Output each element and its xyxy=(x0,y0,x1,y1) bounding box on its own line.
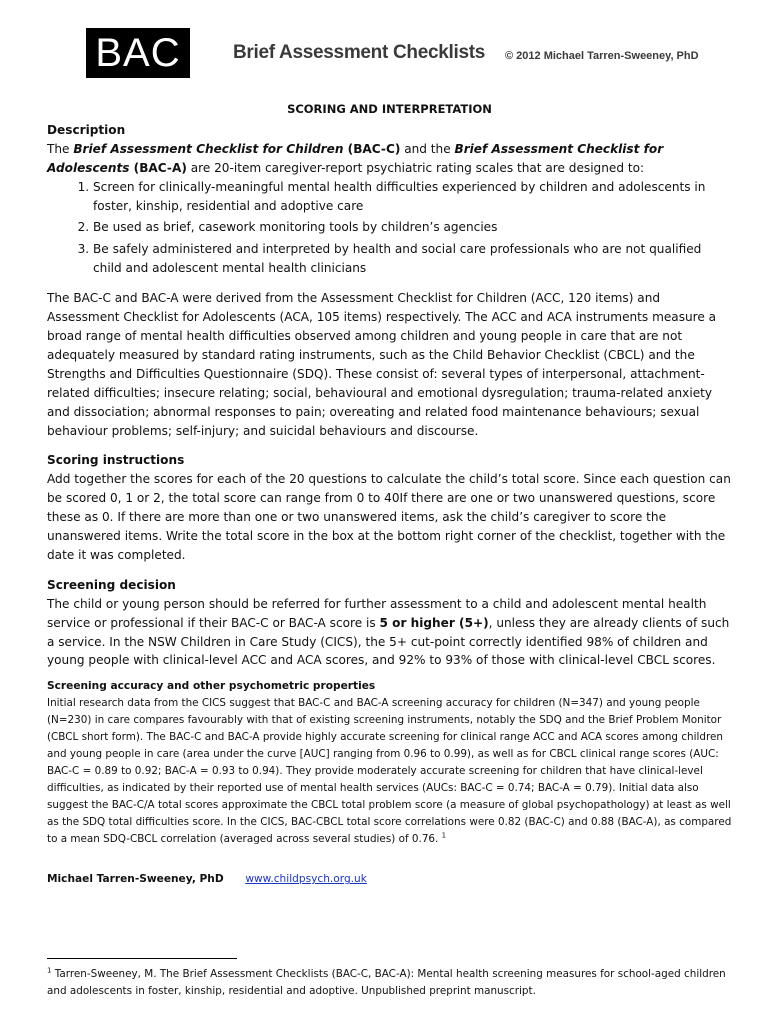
scoring-text: Add together the scores for each of the 20 questions to calculate the child’s total score. Since each question can be scored 0, 1 or 2, the total score can range from 0 to 40If there are one or two unanswered questions, score these as 0. If there are more than one or two unanswered items, ask the child’s caregiver to score the unanswered items. Write the total score in the box at the bottom right corner of the checklist, together with the date it was completed. xyxy=(47,472,731,562)
list-item: 3. Be safely administered and interpreted by health and social care professionals who are not qualified child and adolescent mental health clinicians xyxy=(93,240,732,278)
list-item: 1. Screen for clinically-meaningful mental health difficulties experienced by children and adolescents in foster, kinship, residential and adoptive care xyxy=(93,178,732,216)
accuracy-text: Initial research data from the CICS suggest that BAC-C and BAC-A screening accuracy for children (N=347) and young people (N=230) in care compares favourably with that of existing screening instruments, notably the SDQ and the Brief Problem Monitor (CBCL short form). The BAC-C and BAC-A provide highly accurate screening for clinical range ACC and ACA scores among children and young people in care (area under the curve [AUC] ranging from 0.96 to 0.99), as well as for CBCL clinical range scores (AUC: BAC-C = 0.89 to 0.92; BAC-A = 0.93 to 0.94). They provide moderately accurate screening for children that have clinical-level difficulties, as indicated by their reported use of mental health services (AUCs: BAC-C = 0.74; BAC-A = 0.79). Initial data also suggest the BAC-C/A total scores approximate the CBCL total problem score (a measure of global psychopathology) at least as well as the SDQ total difficulties score. In the CICS, BAC-CBCL total score correlations were 0.82 (BAC-C) and 0.88 (BAC-A), as compared to a mean SDQ-CBCL correlation (averaged across several studies) of 0.76. $^1$ xyxy=(47,697,732,846)
accuracy-heading: Screening accuracy and other psychometric properties xyxy=(47,680,376,693)
document-body xyxy=(47,100,732,889)
description-paragraph: The BAC-C and BAC-A were derived from the Assessment Checklist for Children (ACC, 120 items) and Assessment Checklist for Adolescents (ACA, 105 items) respectively. The ACC and ACA instruments measure a broad range of mental health difficulties observed among children and young people in care that are not adequately measured by standard rating instruments, such as the Child Behavior Checklist (CBCL) and the Strengths and Difficulties Questionnaire (SDQ). These consist of: several types of interpersonal, attachment-related difficulties; insecure relating; social, behavioural and emotional dysregulation; trauma-related anxiety and dissociation; abnormal responses to pain; overeating and related food maintenance behaviours; sexual behaviour problems; self-injury; and suicidal behaviours and discourse. xyxy=(47,291,717,438)
screening-section xyxy=(47,576,732,671)
purpose-list xyxy=(47,178,732,279)
footnote xyxy=(47,966,732,1000)
accuracy-section xyxy=(47,678,732,848)
footnote-ref: 1 xyxy=(441,831,447,840)
scoring-section xyxy=(47,451,732,564)
website-link[interactable]: www.childpsych.org.uk xyxy=(245,873,367,886)
document-title: Brief Assessment Checklists xyxy=(233,42,486,63)
description-section xyxy=(47,121,732,441)
description-intro: The Brief Assessment Checklist for Children (BAC-C) and the Brief Assessment Checklist for Adolescents (BAC-A) are 20-item caregiver-report psychiatric rating scales that are designed to: xyxy=(47,141,664,175)
footnote-text: Tarren-Sweeney, M. The Brief Assessment Checklists (BAC-C, BAC-A): Mental health screening measures for school-aged children and adolescents in foster, kinship, residential and adoptive. Unpublished preprint manuscript. xyxy=(47,968,726,997)
cut-point-value: 5 or higher (5+) xyxy=(379,615,489,630)
screening-heading: Screening decision xyxy=(47,577,176,592)
main-heading: SCORING AND INTERPRETATION xyxy=(287,102,492,116)
list-item: 2. Be used as brief, casework monitoring tools by children’s agencies xyxy=(93,218,732,237)
footnote-divider xyxy=(47,958,237,959)
bac-logo: BAC xyxy=(86,28,190,78)
footnote-marker: 1 xyxy=(47,966,52,975)
author-name: Michael Tarren-Sweeney, PhD xyxy=(47,873,224,886)
screening-text: The child or young person should be referred for further assessment to a child and adolescent mental health service or professional if their BAC-C or BAC-A score is 5 or higher (5+), unless they are already clients of such a service. In the NSW Children in Care Study (CICS), the 5+ cut-point correctly identified 98% of children and young people with clinical-level ACC and ACA scores, and 92% to 93% of those with clinical-level CBCL scores. xyxy=(47,596,730,668)
scoring-heading: Scoring instructions xyxy=(47,453,185,468)
signature-line xyxy=(47,870,732,889)
description-heading: Description xyxy=(47,122,126,137)
page-header xyxy=(0,0,770,90)
copyright-notice: © 2012 Michael Tarren-Sweeney, PhD xyxy=(505,50,699,62)
